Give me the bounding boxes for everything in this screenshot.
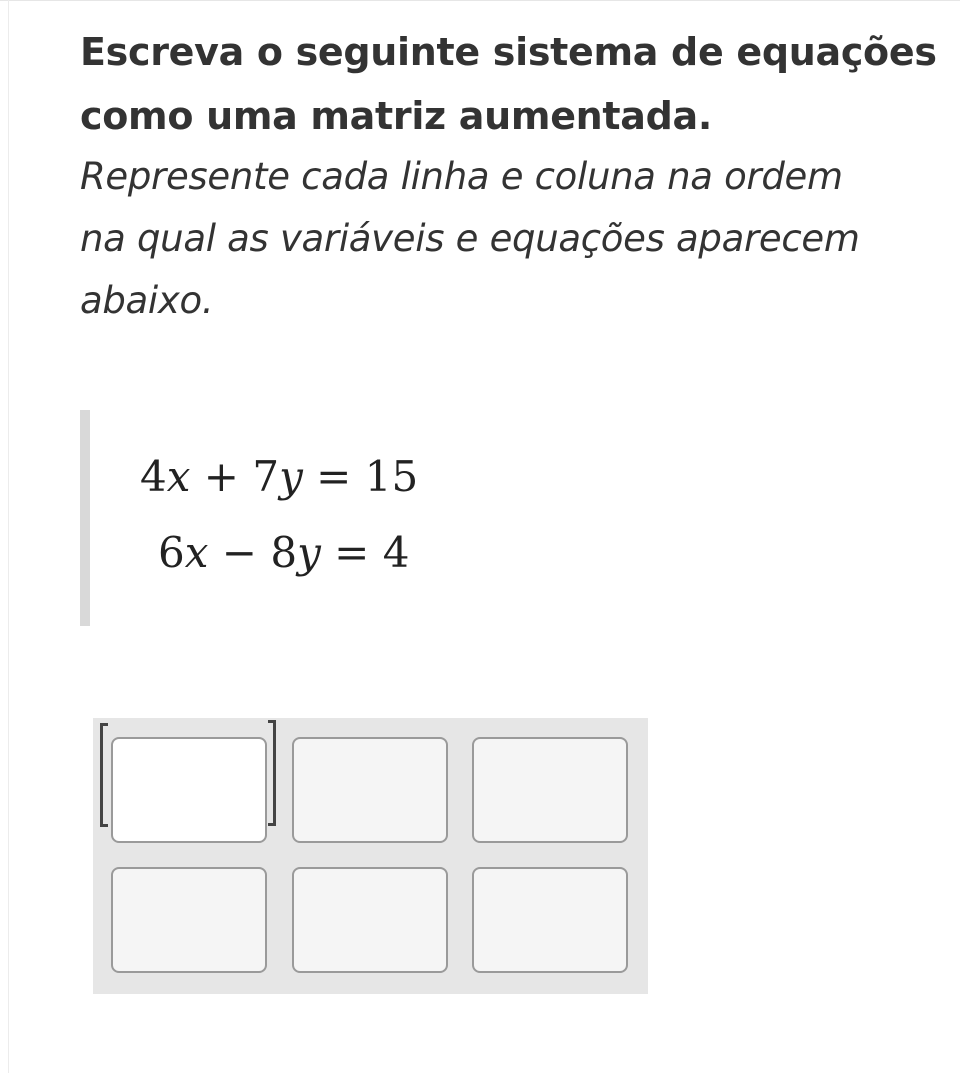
augmented-matrix-input <box>93 718 648 994</box>
active-cell-right-bracket <box>268 720 276 826</box>
equation-1 <box>140 452 418 501</box>
eq2-var-y: y <box>297 528 321 577</box>
matrix-cell-r1-c2[interactable] <box>292 737 448 843</box>
equation-2 <box>158 528 409 577</box>
eq1-var-y: y <box>279 452 303 501</box>
equation-accent-bar <box>80 410 90 626</box>
matrix-cell-r2-c2[interactable] <box>292 867 448 973</box>
eq1-operator: + <box>203 452 239 501</box>
eq1-equals: = <box>316 452 352 501</box>
matrix-cell-r1-c1[interactable] <box>111 737 267 843</box>
prompt-line-1: Escreva o seguinte sistema de equações <box>80 30 937 74</box>
eq1-coef-y: 7 <box>252 452 280 501</box>
matrix-cell-r2-c1[interactable] <box>111 867 267 973</box>
active-cell-left-bracket <box>100 723 108 827</box>
eq2-rhs: 4 <box>382 528 410 577</box>
instruction-line-3: abaixo. <box>80 279 214 322</box>
question-prompt <box>80 20 940 148</box>
eq1-var-x: x <box>166 452 191 501</box>
eq2-operator: − <box>221 528 257 577</box>
question-instruction <box>80 146 940 332</box>
eq2-coef-y: 8 <box>270 528 298 577</box>
instruction-line-2: na qual as variáveis e equações aparecem <box>80 217 860 260</box>
eq1-coef-x: 4 <box>140 452 167 501</box>
prompt-line-2: como uma matriz aumentada. <box>80 94 713 138</box>
frame-left-border <box>8 0 9 1073</box>
frame-top-border <box>0 0 960 1</box>
equation-system <box>80 410 580 626</box>
instruction-line-1: Represente cada linha e coluna na ordem <box>80 155 843 198</box>
matrix-cell-r1-c3[interactable] <box>472 737 628 843</box>
eq1-rhs: 15 <box>364 452 419 501</box>
eq2-equals: = <box>334 528 370 577</box>
eq2-var-x: x <box>184 528 209 577</box>
matrix-cell-r2-c3[interactable] <box>472 867 628 973</box>
eq2-coef-x: 6 <box>158 528 185 577</box>
